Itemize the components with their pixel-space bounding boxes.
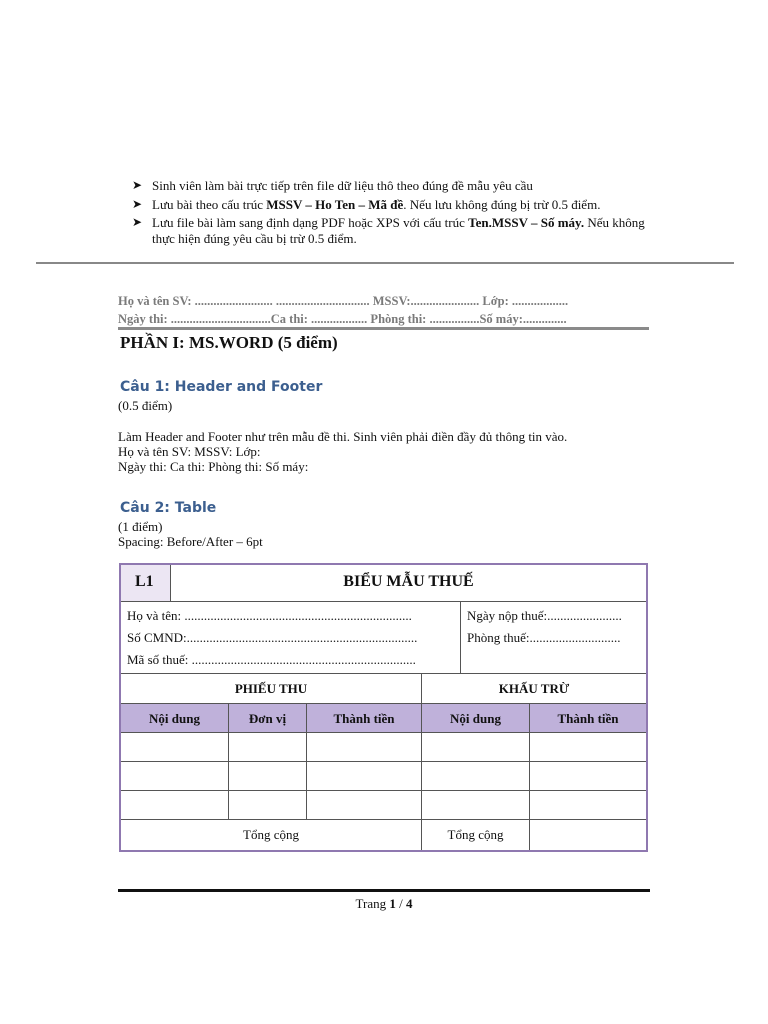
question-1-line-2: Họ và tên SV: MSSV: Lớp: [118,444,261,459]
table-cell [422,791,530,819]
column-header: Thành tiền [530,704,646,732]
tax-form-table [119,563,648,852]
arrow-bullet-icon: ➤ [132,196,143,211]
table-cell [307,762,422,790]
table-cell [530,820,646,850]
info-left [121,602,461,673]
instruction-item [132,215,652,246]
question-1-points: (0.5 điểm) [118,398,173,413]
table-cell [229,762,307,790]
column-header: Nội dung [422,704,530,732]
table-cell [530,791,646,819]
page-number: Trang 1 / 4 [355,896,413,911]
instruction-text: . Nếu lưu không đúng bị trừ 0.5 điểm. [403,196,601,212]
table-cell [422,762,530,790]
header-info-line-2: Ngày thi: ................................Ca thi: .................. Phòng thi: ................Số máy:.............. [118,312,567,326]
table-title-row [121,565,646,602]
table-cell [121,762,229,790]
table-cell [307,733,422,761]
instruction-list [132,178,652,249]
question-2-title: Câu 2: Table [120,500,217,516]
question-2-spacing: Spacing: Before/After – 6pt [118,534,263,549]
question-1-title: Câu 1: Header and Footer [120,379,323,395]
table-cell [530,762,646,790]
form-title: BIỂU MẪU THUẾ [343,573,474,590]
total-deduction: Tổng cộng [422,820,530,850]
section-receipt: PHIẾU THU [121,674,422,703]
table-info-row [121,602,646,674]
instruction-text: MSSV – Ho Ten – Mã đề [266,196,404,212]
instruction-text: Lưu file bài làm sang định dạng PDF hoặc XPS với cấu trúc [152,215,469,230]
table-row [121,791,646,820]
question-2-points: (1 điểm) [118,519,163,534]
field-id-number: Số CMND:....................................................................... [127,630,418,645]
question-1-line-3: Ngày thi: Ca thi: Phòng thi: Số máy: [118,459,309,474]
table-row [121,733,646,762]
field-tax-office: Phòng thuế:............................ [467,630,621,645]
table-cell [229,791,307,819]
table-cell [307,791,422,819]
table-section-row [121,674,646,704]
footer-divider [118,889,650,892]
table-cell [530,733,646,761]
instruction-text: Lưu bài theo cấu trúc [152,196,267,212]
header-divider [118,327,649,330]
table-cell [422,733,530,761]
field-full-name: Họ và tên: ...................................................................... [127,608,412,623]
field-tax-code: Mã số thuế: ..................................................................... [127,652,416,667]
table-cell [121,733,229,761]
instruction-text: Ten.MSSV – Số máy. [468,215,585,230]
divider [36,262,734,264]
table-cell [121,791,229,819]
header-info-line-1: Họ và tên SV: ......................... .............................. MSSV:...................... Lớp: .................. [118,294,569,308]
field-filing-date: Ngày nộp thuế:....................... [467,608,622,623]
instruction-item [132,197,652,213]
arrow-bullet-icon: ➤ [132,215,143,229]
part-title: PHẦN I: MS.WORD (5 điểm) [120,333,338,352]
table-total-row [121,820,646,850]
total-receipt: Tổng cộng [121,820,422,850]
column-header: Nội dung [121,704,229,732]
column-header: Thành tiền [307,704,422,732]
question-1-desc: Làm Header and Footer như trên mẫu đề thi. Sinh viên phải điền đầy đủ thông tin vào. [118,429,568,444]
column-header: Đơn vị [229,704,307,732]
table-row [121,762,646,791]
table-header-row [121,704,646,733]
arrow-bullet-icon: ➤ [132,178,143,192]
table-cell [229,733,307,761]
section-deduction: KHẤU TRỪ [498,681,570,696]
instruction-text: Nếu không thực hiện đúng yêu cầu bị trừ 0.5 điểm. [152,215,645,246]
instruction-text: Sinh viên làm bài trực tiếp trên file dữ liệu thô theo đúng đề mẫu yêu cầu [152,178,533,193]
info-right [461,602,646,673]
instruction-item [132,178,652,194]
form-code: L1 [121,565,171,601]
